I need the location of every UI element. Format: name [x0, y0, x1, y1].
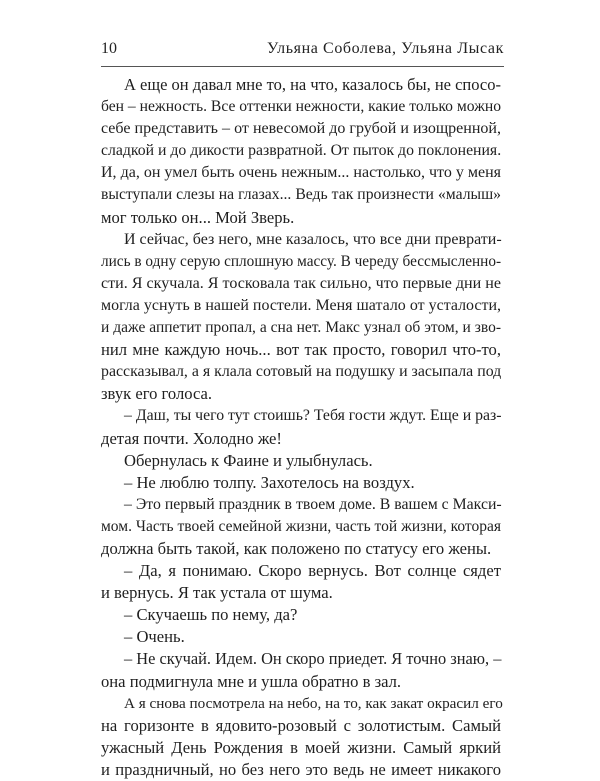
text-line: на горизонте в ядовито-розовый с золотистым. Самый: [101, 715, 501, 735]
text-line: – Не люблю толпу. Захотелось на воздух.: [124, 472, 415, 492]
text-line: и даже аппетит пропал, а сна нет. Макс узнал об этом, и зво-: [101, 319, 501, 337]
page-header: [101, 40, 504, 64]
page-number: 10: [101, 40, 117, 57]
text-line: нил мне каждую ночь... вот так просто, говорил что-то,: [101, 340, 501, 360]
text-line: – Скучаешь по нему, да?: [124, 605, 298, 625]
text-line: ужасный День Рождения в моей жизни. Самый яркий: [101, 737, 501, 757]
text-line: мом. Часть твоей семейной жизни, часть той жизни, которая: [101, 517, 501, 535]
text-line: себе представить – от невесомой до грубой и изощренной,: [101, 120, 501, 138]
text-line: лись в одну серую сплошную массу. В череду бессмысленно-: [101, 252, 502, 270]
paragraph: [101, 626, 501, 648]
text-line: А еще он давал мне то, на что, казалось бы, не спосо-: [124, 75, 501, 94]
text-line: – Даш, ты чего тут стоишь? Тебя гости ждут. Еще и раз-: [124, 407, 502, 425]
text-line: звук его голоса.: [101, 384, 213, 404]
text-line: сладкой и до дикости развратной. От пыток до поклонения.: [101, 142, 502, 160]
text-line: и вернусь. Я так устала от шума.: [101, 583, 333, 603]
text-line: и праздничный, но без него это ведь не имеет никакого: [101, 759, 501, 779]
text-line: должна быть такой, как положено по статусу его жены.: [101, 538, 492, 558]
paragraph: [101, 648, 501, 692]
text-line: Обернулась к Фаине и улыбнулась.: [124, 450, 373, 470]
text-line: – Да, я понимаю. Скоро вернусь. Вот солнце сядет: [124, 561, 501, 581]
body-text: [101, 74, 501, 781]
text-line: – Это первый праздник в твоем доме. В вашем с Макси-: [124, 495, 502, 513]
paragraph: [101, 494, 501, 560]
text-line: рассказывал, а я клала сотовый на подушку и засыпала под: [101, 363, 502, 381]
text-line: – Не скучай. Идем. Он скоро приедет. Я точно знаю, –: [124, 649, 502, 669]
paragraph: [101, 472, 501, 494]
running-head-authors: Ульяна Соболева, Ульяна Лысак: [267, 40, 504, 57]
header-rule: [101, 66, 504, 67]
paragraph: [101, 693, 501, 781]
text-line: И сейчас, без него, мне казалось, что все дни преврати-: [124, 230, 502, 248]
text-line: – Очень.: [124, 627, 185, 647]
text-line: детая почти. Холодно же!: [101, 428, 282, 448]
text-line: И, да, он умел быть очень нежным... настолько, что у меня: [101, 164, 501, 182]
text-line: могла уснуть в нашей постели. Меня шатало от усталости,: [101, 296, 501, 314]
paragraph: [101, 450, 501, 472]
text-line: мог только он... Мой Зверь.: [101, 207, 295, 227]
paragraph: [101, 74, 501, 229]
text-line: бен – нежность. Все оттенки нежности, какие только можно: [101, 98, 502, 116]
paragraph: [101, 604, 501, 626]
paragraph: [101, 405, 501, 449]
paragraph: [101, 560, 501, 604]
text-line: выступали слезы на глазах... Ведь так произнести «малыш»: [101, 186, 501, 204]
text-line: она подмигнула мне и ушла обратно в зал.: [101, 671, 402, 691]
text-line: сти. Я скучала. Я тосковала так сильно, что первые дни не: [101, 274, 501, 292]
text-line: А я снова посмотрела на небо, на то, как закат окрасил его: [124, 694, 503, 712]
paragraph: [101, 229, 501, 406]
